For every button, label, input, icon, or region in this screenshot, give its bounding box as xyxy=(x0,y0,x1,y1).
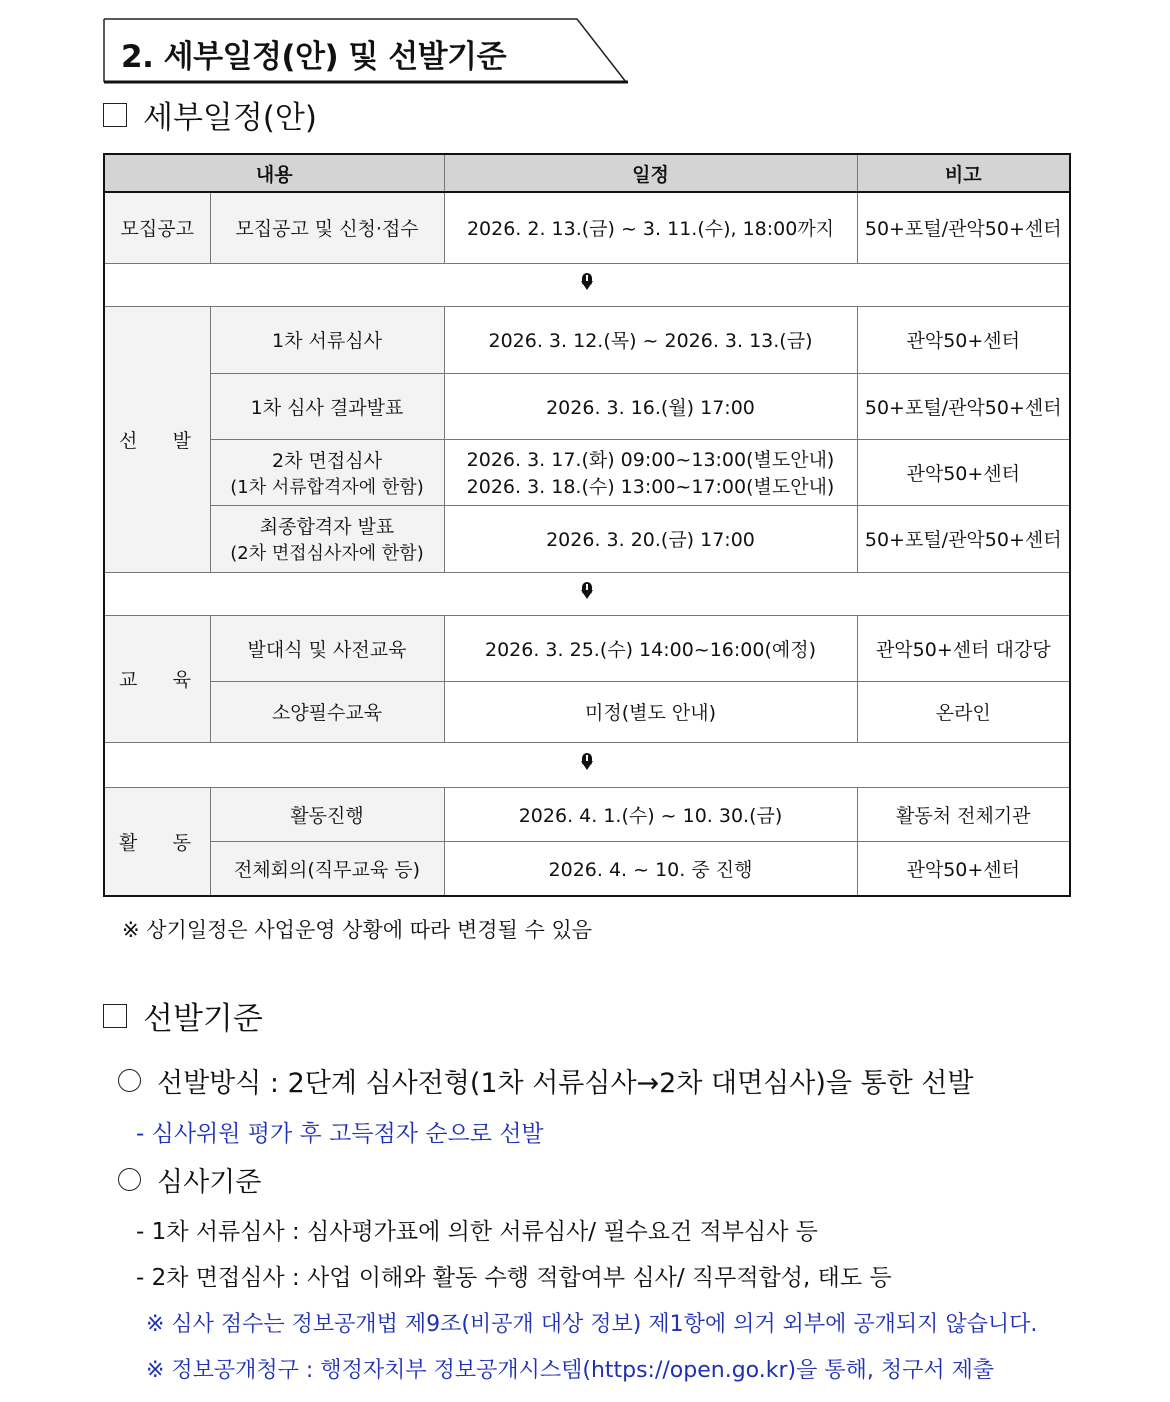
schedule-heading-text: 세부일정(안) xyxy=(143,100,317,136)
row-item-sub: (2차 면접심사자에 한함) xyxy=(230,543,424,564)
category-activity: 활 동 xyxy=(104,787,210,896)
criteria-heading xyxy=(103,993,263,1038)
row-date: 2026. 3. 25.(수) 14:00~16:00(예정) xyxy=(444,615,857,681)
square-bullet-icon xyxy=(103,1004,127,1028)
selection-method xyxy=(118,1061,973,1100)
row-item-title: 2차 면접심사 xyxy=(272,449,382,472)
circle-bullet-icon xyxy=(118,1168,141,1191)
selection-method-sub: - 심사위원 평가 후 고득점자 순으로 선발 xyxy=(136,1121,544,1147)
down-arrow-icon xyxy=(580,753,594,771)
row-date-line2: 2026. 3. 18.(수) 13:00~17:00(별도안내) xyxy=(466,476,835,498)
row-item: 소양필수교육 xyxy=(210,681,444,742)
flow-arrow-row xyxy=(104,742,1070,787)
review-item-2: - 2차 면접심사 : 사업 이해와 활동 수행 적합여부 심사/ 직무적합성, 태도 등 xyxy=(136,1265,892,1291)
criteria-heading-text: 선발기준 xyxy=(143,1001,263,1037)
column-header-content: 내용 xyxy=(104,154,444,192)
disclosure-note: ※ 심사 점수는 정보공개법 제9조(비공개 대상 정보) 제1항에 의거 외부에 공개되지 않습니다. xyxy=(146,1312,1038,1337)
row-item: 모집공고 및 신청·접수 xyxy=(210,192,444,263)
row-item: 활동진행 xyxy=(210,787,444,841)
category-selection: 선 발 xyxy=(104,306,210,572)
section-header xyxy=(103,18,628,84)
schedule-footnote: ※ 상기일정은 사업운영 상황에 따라 변경될 수 있음 xyxy=(122,918,593,942)
selection-method-text: 선발방식 : 2단계 심사전형(1차 서류심사→2차 대면심사)을 통한 선발 xyxy=(157,1068,974,1099)
row-date: 미정(별도 안내) xyxy=(444,681,857,742)
row-note: 활동처 전체기관 xyxy=(857,787,1070,841)
row-note: 50+포털/관악50+센터 xyxy=(857,505,1070,572)
schedule-table xyxy=(103,153,1071,897)
row-note: 50+포털/관악50+센터 xyxy=(857,373,1070,439)
row-note: 관악50+센터 xyxy=(857,841,1070,896)
square-bullet-icon xyxy=(103,103,127,127)
flow-arrow-row xyxy=(104,263,1070,306)
circle-bullet-icon xyxy=(118,1069,141,1092)
table-row xyxy=(104,841,1070,896)
row-item xyxy=(210,439,444,505)
section-title: 2. 세부일정(안) 및 선발기준 xyxy=(121,39,507,75)
row-note: 관악50+센터 xyxy=(857,306,1070,373)
row-item: 1차 서류심사 xyxy=(210,306,444,373)
row-note: 관악50+센터 xyxy=(857,439,1070,505)
row-item: 발대식 및 사전교육 xyxy=(210,615,444,681)
row-note: 관악50+센터 대강당 xyxy=(857,615,1070,681)
row-date-line1: 2026. 3. 17.(화) 09:00~13:00(별도안내) xyxy=(466,449,835,471)
review-criteria-text: 심사기준 xyxy=(157,1167,262,1198)
review-criteria xyxy=(118,1160,261,1199)
table-row xyxy=(104,787,1070,841)
row-item-title: 최종합격자 발표 xyxy=(259,516,395,538)
schedule-heading xyxy=(103,92,317,137)
flow-arrow-row xyxy=(104,572,1070,615)
column-header-schedule: 일정 xyxy=(444,154,857,192)
row-date: 2026. 3. 20.(금) 17:00 xyxy=(444,505,857,572)
row-note: 온라인 xyxy=(857,681,1070,742)
row-date: 2026. 2. 13.(금) ~ 3. 11.(수), 18:00까지 xyxy=(444,192,857,263)
table-row xyxy=(104,615,1070,681)
table-header-row xyxy=(104,154,1070,192)
row-date: 2026. 4. 1.(수) ~ 10. 30.(금) xyxy=(444,787,857,841)
review-item-1: - 1차 서류심사 : 심사평가표에 의한 서류심사/ 필수요건 적부심사 등 xyxy=(136,1219,818,1245)
table-row xyxy=(104,505,1070,572)
row-item: 전체회의(직무교육 등) xyxy=(210,841,444,896)
row-note: 50+포털/관악50+센터 xyxy=(857,192,1070,263)
table-row xyxy=(104,681,1070,742)
row-date: 2026. 3. 12.(목) ~ 2026. 3. 13.(금) xyxy=(444,306,857,373)
disclosure-request-note: ※ 정보공개청구 : 행정자치부 정보공개시스템(https://open.go.kr)을 통해, 청구서 제출 xyxy=(146,1358,995,1383)
down-arrow-icon xyxy=(580,273,594,291)
row-date: 2026. 4. ~ 10. 중 진행 xyxy=(444,841,857,896)
table-row xyxy=(104,192,1070,263)
row-date xyxy=(444,439,857,505)
column-header-note: 비고 xyxy=(857,154,1070,192)
table-row xyxy=(104,306,1070,373)
table-row xyxy=(104,439,1070,505)
category-recruit: 모집공고 xyxy=(104,192,210,263)
row-date: 2026. 3. 16.(월) 17:00 xyxy=(444,373,857,439)
category-education: 교 육 xyxy=(104,615,210,742)
row-item-sub: (1차 서류합격자에 한함) xyxy=(230,476,424,498)
row-item xyxy=(210,505,444,572)
table-row xyxy=(104,373,1070,439)
down-arrow-icon xyxy=(580,582,594,600)
row-item: 1차 심사 결과발표 xyxy=(210,373,444,439)
